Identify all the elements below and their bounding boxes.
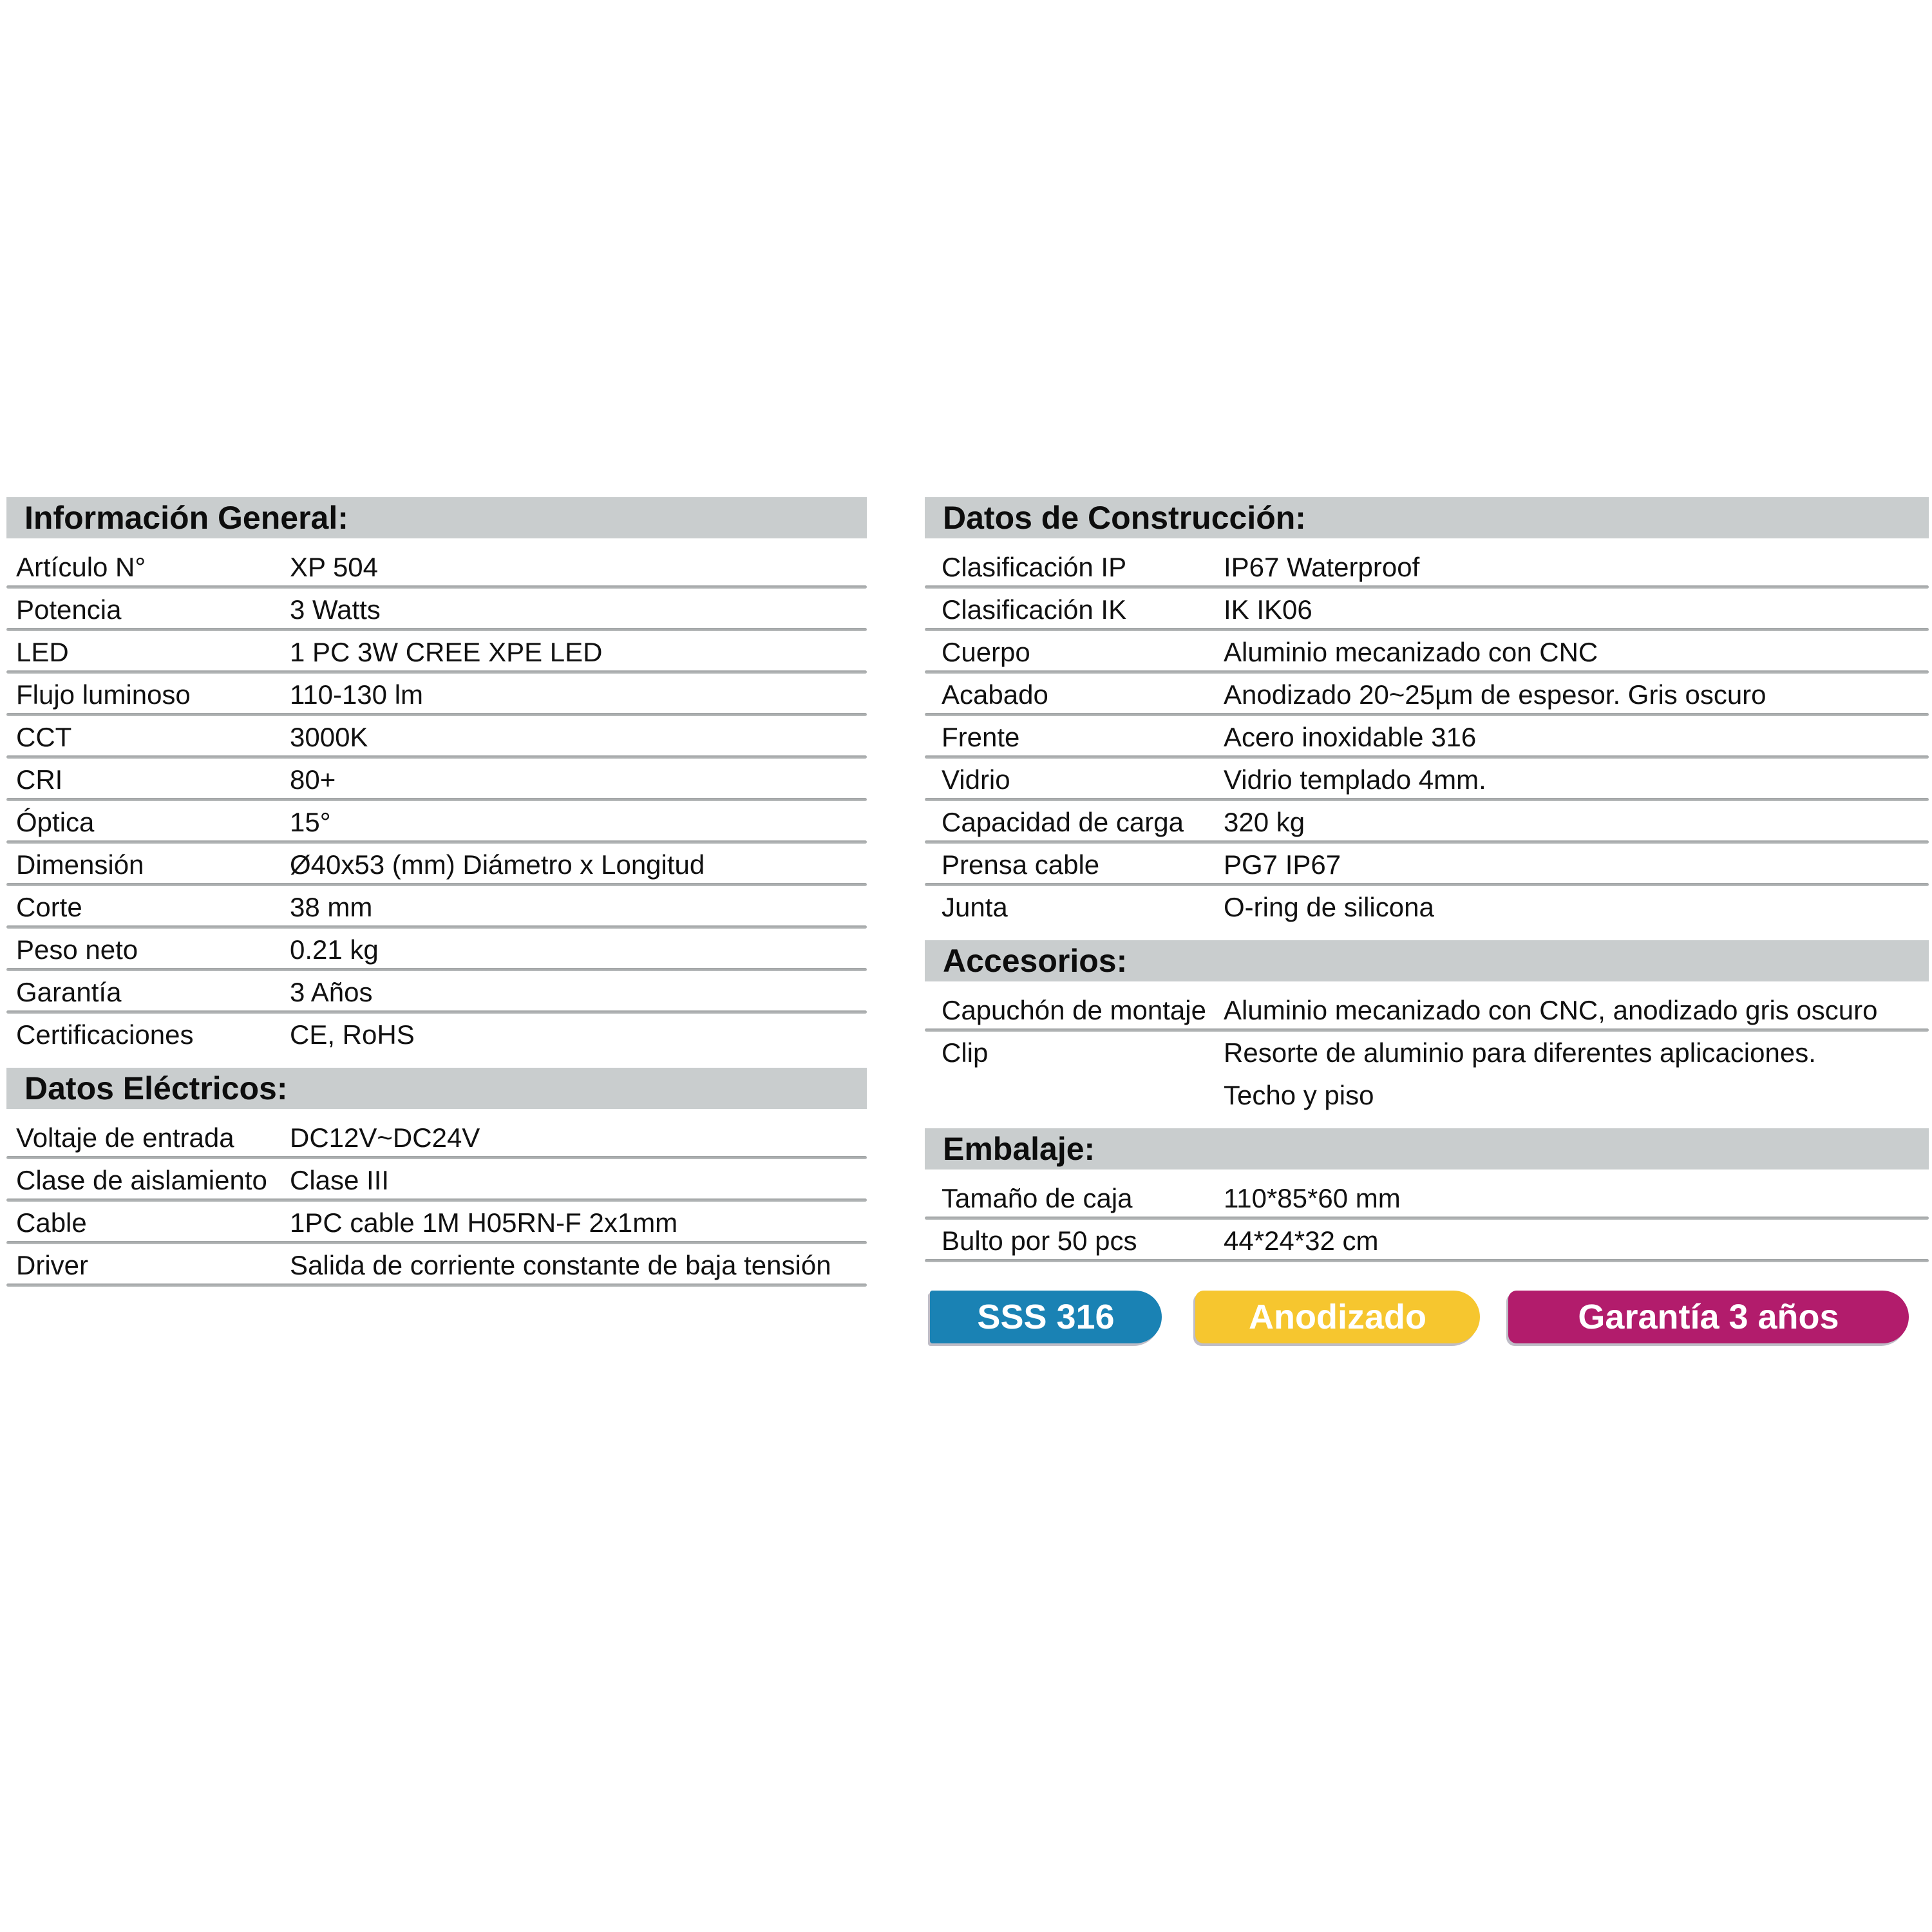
row-value [290, 971, 867, 1014]
row-value-line: 15° [290, 807, 331, 837]
spec-row [925, 989, 1929, 1032]
row-value [290, 886, 867, 929]
row-label: Acabado [942, 679, 1048, 710]
row-label: Bulto por 50 pcs [942, 1226, 1137, 1256]
row-value [290, 759, 867, 801]
row-label: Clase de aislamiento [16, 1165, 267, 1195]
row-value-line: 44*24*32 cm [1224, 1226, 1379, 1256]
row-value [290, 1202, 867, 1244]
row-value-line: 320 kg [1224, 807, 1305, 837]
spec-row [6, 1244, 867, 1287]
section-header-bar [6, 497, 867, 538]
spec-row [925, 1032, 1929, 1117]
row-value [290, 1117, 867, 1159]
row-value [1224, 886, 1929, 929]
row-value [290, 929, 867, 971]
row-value [290, 1159, 867, 1202]
row-value [290, 844, 867, 886]
row-value-line: Techo y piso [1224, 1080, 1374, 1110]
spec-section [6, 497, 867, 1056]
row-value-line: IP67 Waterproof [1224, 552, 1420, 582]
row-label: Clasificación IP [942, 552, 1127, 582]
row-value [290, 801, 867, 844]
row-value-line: 0.21 kg [290, 934, 379, 965]
row-value-line: 1 PC 3W CREE XPE LED [290, 637, 603, 667]
row-value-line: DC12V~DC24V [290, 1122, 480, 1153]
row-value-line: Anodizado 20~25µm de espesor. Gris oscuro [1224, 679, 1766, 710]
row-label: Cable [16, 1208, 87, 1238]
badge-garant-a-3-a-os: Garantía 3 años [1508, 1291, 1909, 1343]
spec-section [925, 1128, 1929, 1262]
row-label: Dimensión [16, 849, 144, 880]
spec-row [6, 716, 867, 759]
row-value-line: 3 Watts [290, 594, 381, 625]
badge-anodizado: Anodizado [1195, 1291, 1480, 1343]
row-label: Driver [16, 1250, 88, 1280]
spec-row [925, 844, 1929, 886]
row-value-line: IK IK06 [1224, 594, 1312, 625]
row-value-line: 3 Años [290, 977, 373, 1007]
spec-row [6, 929, 867, 971]
row-label: Vidrio [942, 764, 1010, 795]
row-label: Frente [942, 722, 1020, 752]
row-value [1224, 589, 1929, 631]
row-label: CCT [16, 722, 72, 752]
section-title: Datos de Construcción: [943, 500, 1306, 536]
spec-row [6, 589, 867, 631]
row-label: Certificaciones [16, 1019, 194, 1050]
row-value-line: XP 504 [290, 552, 379, 582]
spec-column-right [925, 497, 1929, 1343]
spec-row [925, 631, 1929, 674]
row-value-line: 1PC cable 1M H05RN-F 2x1mm [290, 1208, 678, 1238]
spec-row [925, 674, 1929, 716]
row-value-line: Aluminio mecanizado con CNC, anodizado gris oscuro [1224, 995, 1878, 1025]
row-value [1224, 1177, 1929, 1220]
row-value-line: 80+ [290, 764, 336, 795]
row-label: Peso neto [16, 934, 138, 965]
row-value [1224, 759, 1929, 801]
row-value-line: O-ring de silicona [1224, 892, 1434, 922]
spec-row [6, 1202, 867, 1244]
row-value-line: 3000K [290, 722, 368, 752]
section-title: Embalaje: [943, 1131, 1095, 1167]
section-title: Accesorios: [943, 943, 1128, 979]
row-value-line: Resorte de aluminio para diferentes aplicaciones. [1224, 1037, 1816, 1068]
row-value-line: Salida de corriente constante de baja tensión [290, 1250, 831, 1280]
spec-row [925, 801, 1929, 844]
row-value [1224, 989, 1929, 1032]
row-label: LED [16, 637, 69, 667]
row-value-line: Aluminio mecanizado con CNC [1224, 637, 1598, 667]
spec-section [925, 497, 1929, 929]
row-value [1224, 844, 1929, 886]
spec-section [6, 1068, 867, 1287]
spec-column-left [6, 497, 867, 1287]
section-header-bar [925, 940, 1929, 981]
row-value [290, 674, 867, 716]
row-label: Prensa cable [942, 849, 1100, 880]
spec-row [925, 1220, 1929, 1262]
badge-sss-316: SSS 316 [930, 1291, 1162, 1343]
spec-row [6, 1117, 867, 1159]
section-title: Datos Eléctricos: [24, 1070, 288, 1106]
spec-row [925, 759, 1929, 801]
row-value [290, 716, 867, 759]
spec-row [6, 1014, 867, 1056]
row-label: Voltaje de entrada [16, 1122, 234, 1153]
spec-row [6, 971, 867, 1014]
row-value [1224, 546, 1929, 589]
spec-row [925, 716, 1929, 759]
row-value [1224, 801, 1929, 844]
spec-row [925, 546, 1929, 589]
spec-section [925, 940, 1929, 1117]
row-value-line: Clase III [290, 1165, 390, 1195]
row-value [290, 1014, 867, 1056]
row-label: Capacidad de carga [942, 807, 1184, 837]
row-value-line: PG7 IP67 [1224, 849, 1341, 880]
row-label: CRI [16, 764, 63, 795]
row-label: Clasificación IK [942, 594, 1127, 625]
row-value-line: 110-130 lm [290, 679, 424, 710]
row-label: Clip [942, 1037, 989, 1068]
row-value [290, 631, 867, 674]
spec-row [925, 886, 1929, 929]
row-value-line: Vidrio templado 4mm. [1224, 764, 1486, 795]
section-header-bar [925, 1128, 1929, 1170]
row-label: Corte [16, 892, 82, 922]
row-label: Flujo luminoso [16, 679, 191, 710]
row-value [1224, 1032, 1929, 1117]
row-label: Artículo N° [16, 552, 146, 582]
row-value [1224, 1220, 1929, 1262]
spec-row [925, 1177, 1929, 1220]
row-label: Garantía [16, 977, 122, 1007]
row-value-line: CE, RoHS [290, 1019, 415, 1050]
row-value-line: Ø40x53 (mm) Diámetro x Longitud [290, 849, 705, 880]
row-value [1224, 674, 1929, 716]
row-value [290, 589, 867, 631]
spec-row [6, 1159, 867, 1202]
spec-row [6, 546, 867, 589]
section-header-bar [925, 497, 1929, 538]
row-label: Cuerpo [942, 637, 1030, 667]
row-value-line: 38 mm [290, 892, 373, 922]
spec-row [6, 631, 867, 674]
row-label: Capuchón de montaje [942, 995, 1206, 1025]
row-label: Junta [942, 892, 1008, 922]
row-label: Tamaño de caja [942, 1183, 1133, 1213]
badges-row [925, 1291, 1929, 1343]
spec-row [925, 589, 1929, 631]
row-label: Potencia [16, 594, 122, 625]
row-value-line: Acero inoxidable 316 [1224, 722, 1477, 752]
row-value [1224, 631, 1929, 674]
spec-row [6, 844, 867, 886]
row-value [1224, 716, 1929, 759]
spec-row [6, 801, 867, 844]
section-header-bar [6, 1068, 867, 1109]
spec-row [6, 886, 867, 929]
row-value [290, 1244, 867, 1287]
spec-row [6, 759, 867, 801]
spec-row [6, 674, 867, 716]
row-label: Óptica [16, 807, 95, 837]
row-value-line: 110*85*60 mm [1224, 1183, 1401, 1213]
row-value [290, 546, 867, 589]
section-title: Información General: [24, 500, 348, 536]
